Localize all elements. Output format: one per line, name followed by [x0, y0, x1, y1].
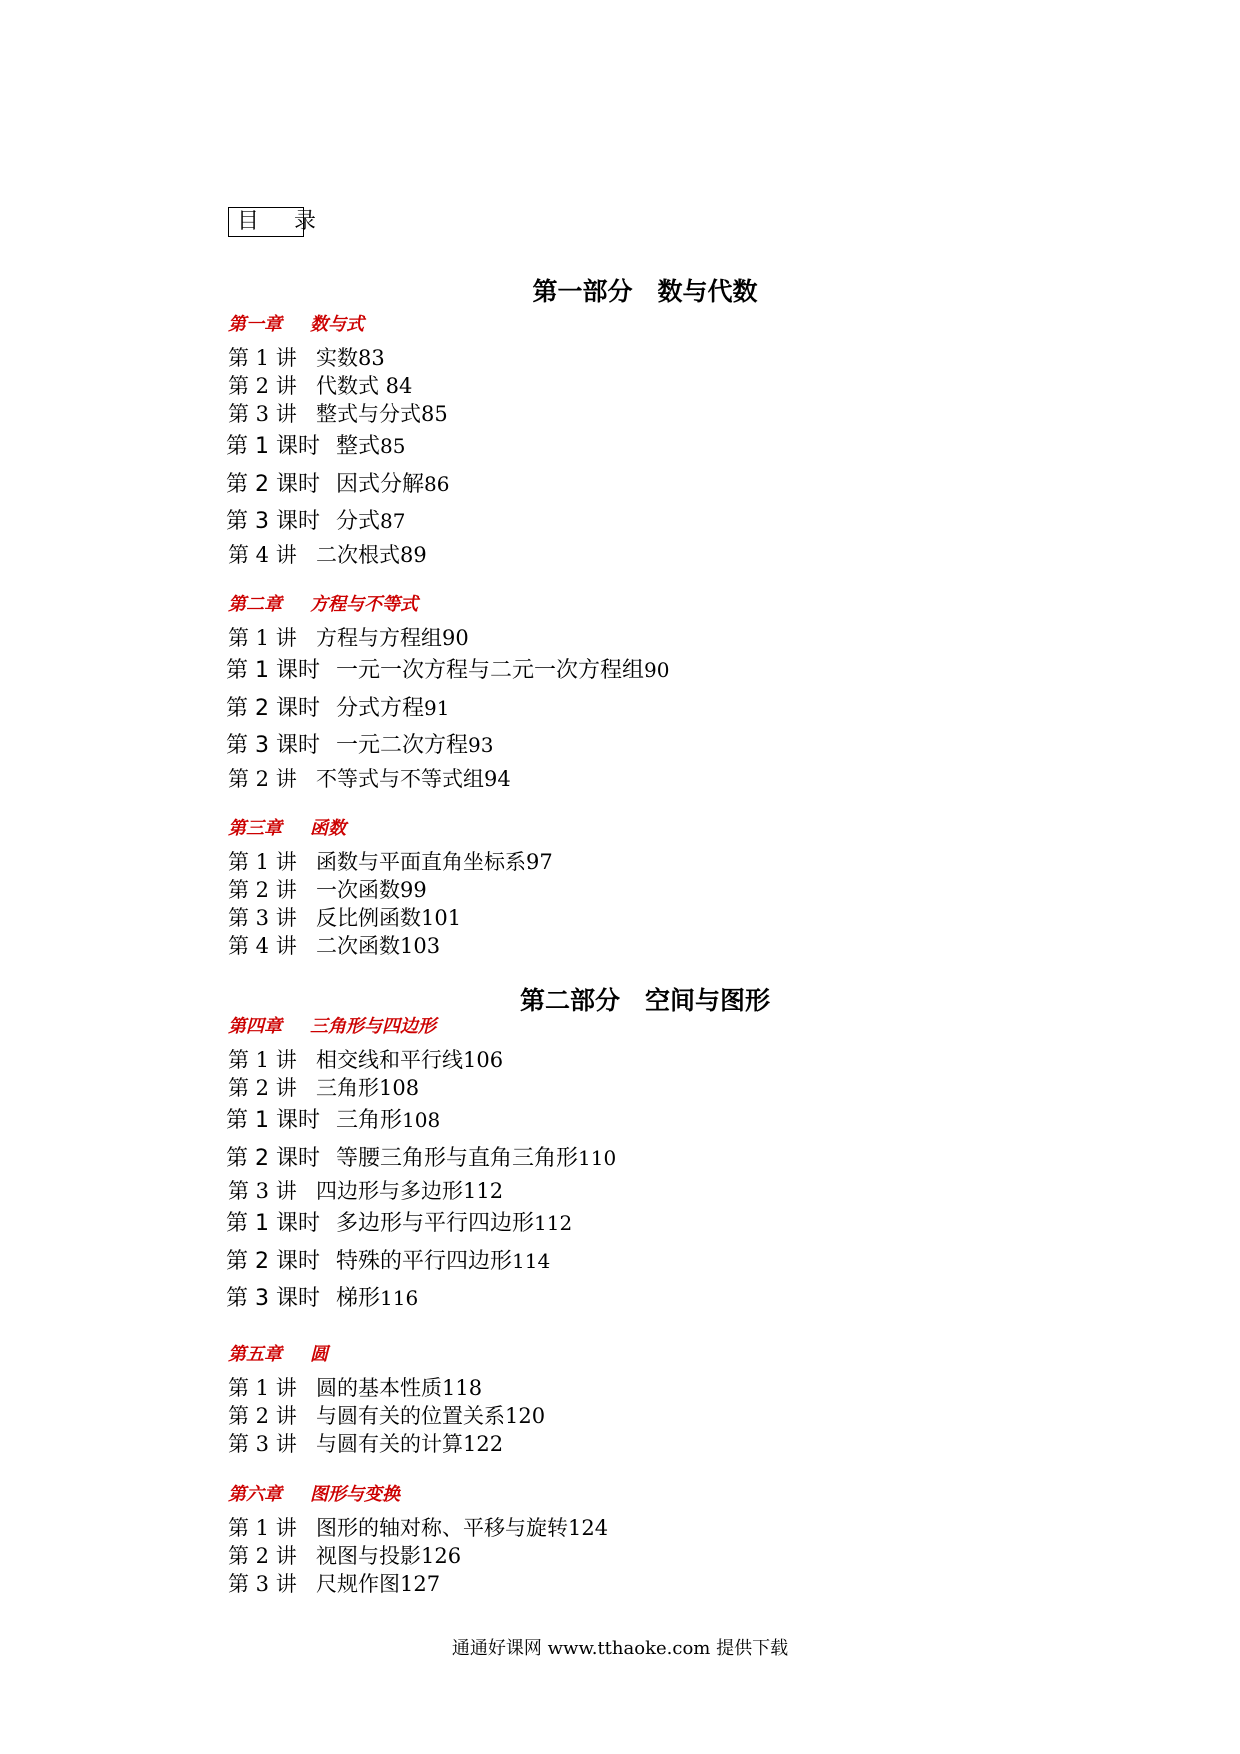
toc-lecture-entry: [228, 1400, 545, 1430]
chapter-name: 方程与不等式: [310, 594, 418, 615]
page-footer: 通通好课网 www.tthaoke.com 提供下载: [451, 1638, 789, 1659]
entry-number: 第 4 讲: [228, 542, 297, 567]
entry-title: 梯形: [336, 1286, 381, 1311]
entry-number: 第 1 讲: [228, 626, 297, 650]
entry-title: 整式: [336, 434, 381, 459]
entry-number: 第 2 讲: [228, 878, 297, 902]
toc-lecture-entry: [228, 763, 511, 793]
entry-title: 函数与平面直角坐标系: [316, 850, 526, 874]
entry-number: 第 2 课时: [226, 471, 320, 497]
entry-page: 122: [463, 1432, 504, 1456]
entry-title: 一元二次方程: [336, 733, 469, 758]
entry-number: 第 3 讲: [228, 402, 297, 426]
entry-page: 91: [424, 695, 450, 720]
entry-number: 第 3 课时: [226, 733, 320, 758]
entry-title: 三角形: [336, 1108, 403, 1133]
entry-number: 第 1 讲: [228, 346, 297, 370]
entry-number: 第 2 课时: [226, 695, 320, 721]
entry-number: 第 2 讲: [228, 374, 297, 398]
entry-title: 尺规作图: [316, 1572, 400, 1596]
toc-lecture-entry: [228, 1072, 419, 1102]
entry-title: 图形的轴对称、平移与旋转: [316, 1516, 568, 1540]
chapter-name: 数与式: [310, 314, 364, 335]
entry-number: 第 1 课时: [226, 434, 320, 459]
toc-lesson-entry: [226, 653, 669, 684]
toc-lecture-entry: [228, 930, 440, 960]
entry-title: 视图与投影: [316, 1544, 421, 1568]
toc-title: 目 录: [228, 207, 304, 237]
toc-lesson-entry: [226, 1103, 440, 1134]
entry-number: 第 2 课时: [226, 1145, 320, 1171]
entry-number: 第 1 讲: [228, 1048, 297, 1072]
part-title: 第一部分 数与代数: [532, 277, 758, 306]
chapter-heading: [228, 814, 346, 840]
chapter-number: 第四章: [228, 1016, 282, 1037]
toc-lesson-entry: [226, 691, 449, 722]
toc-lecture-entry: [228, 1428, 503, 1458]
toc-lesson-entry: [226, 1141, 616, 1172]
entry-page: 85: [421, 402, 448, 426]
entry-number: 第 3 讲: [228, 1572, 297, 1596]
entry-page: 86: [424, 471, 450, 496]
entry-number: 第 2 讲: [228, 1076, 297, 1100]
chapter-name: 函数: [310, 818, 346, 839]
chapter-name: 圆: [310, 1344, 328, 1365]
chapter-heading: [228, 1340, 328, 1366]
toc-lesson-entry: [226, 504, 405, 535]
toc-lesson-entry: [226, 1281, 418, 1312]
entry-page: 94: [484, 766, 511, 791]
chapter-number: 第六章: [228, 1484, 282, 1505]
entry-page: 93: [468, 733, 494, 757]
entry-page: 99: [400, 878, 427, 902]
entry-title: 方程与方程组: [316, 626, 442, 650]
entry-title: 等腰三角形与直角三角形: [336, 1145, 579, 1171]
entry-title: 与圆有关的位置关系: [316, 1404, 505, 1428]
entry-title: 分式: [336, 509, 381, 534]
entry-page: 116: [380, 1286, 419, 1310]
entry-page: 84: [379, 374, 413, 398]
chapter-heading: [228, 1012, 436, 1038]
entry-title: 一元一次方程与二元一次方程组: [336, 658, 645, 683]
chapter-number: 第二章: [228, 594, 282, 615]
entry-number: 第 4 讲: [228, 934, 297, 958]
entry-page: 103: [400, 934, 441, 958]
toc-lecture-entry: [228, 342, 385, 372]
entry-title: 一次函数: [316, 878, 400, 902]
entry-title: 整式与分式: [316, 402, 421, 426]
entry-page: 90: [644, 658, 670, 682]
entry-number: 第 3 讲: [228, 1179, 297, 1203]
toc-lecture-entry: [228, 1044, 503, 1074]
entry-page: 83: [358, 346, 385, 370]
toc-lesson-entry: [226, 1244, 550, 1275]
chapter-number: 第一章: [228, 314, 282, 335]
entry-number: 第 3 课时: [226, 509, 320, 534]
entry-page: 97: [526, 850, 553, 874]
entry-page: 85: [380, 434, 406, 458]
entry-page: 118: [442, 1376, 483, 1400]
entry-number: 第 1 讲: [228, 1376, 297, 1400]
toc-lecture-entry: [228, 370, 412, 400]
entry-page: 108: [379, 1076, 420, 1100]
entry-title: 二次函数: [316, 934, 400, 958]
entry-number: 第 2 讲: [228, 1544, 297, 1568]
entry-page: 120: [505, 1404, 546, 1428]
entry-title: 实数: [316, 346, 358, 370]
chapter-number: 第三章: [228, 818, 282, 839]
entry-title: 分式方程: [336, 695, 425, 721]
entry-page: 124: [568, 1516, 609, 1540]
toc-lecture-entry: [228, 874, 427, 904]
toc-lecture-entry: [228, 846, 553, 876]
entry-number: 第 3 课时: [226, 1286, 320, 1311]
entry-title: 不等式与不等式组: [316, 766, 484, 791]
chapter-name: 三角形与四边形: [310, 1016, 436, 1037]
entry-title: 因式分解: [336, 471, 425, 497]
toc-lecture-entry: [228, 1540, 461, 1570]
entry-page: 110: [578, 1145, 617, 1170]
toc-lecture-entry: [228, 902, 461, 932]
toc-lecture-entry: [228, 1568, 440, 1598]
toc-lecture-entry: [228, 1512, 608, 1542]
entry-number: 第 2 课时: [226, 1248, 320, 1274]
chapter-heading: [228, 310, 364, 336]
entry-number: 第 1 课时: [226, 1211, 320, 1236]
entry-number: 第 1 讲: [228, 850, 297, 874]
entry-page: 90: [442, 626, 469, 650]
toc-lecture-entry: [228, 398, 448, 428]
entry-number: 第 2 讲: [228, 1404, 297, 1428]
chapter-number: 第五章: [228, 1344, 282, 1365]
entry-page: 112: [463, 1179, 504, 1203]
entry-title: 圆的基本性质: [316, 1376, 442, 1400]
entry-page: 87: [380, 509, 406, 533]
entry-title: 三角形: [316, 1076, 379, 1100]
toc-lesson-entry: [226, 467, 449, 498]
entry-title: 四边形与多边形: [316, 1179, 463, 1203]
toc-lesson-entry: [226, 1206, 572, 1237]
entry-number: 第 1 课时: [226, 1108, 320, 1133]
part-title: 第二部分 空间与图形: [519, 986, 770, 1015]
entry-number: 第 1 课时: [226, 658, 320, 683]
toc-lecture-entry: [228, 1175, 503, 1205]
entry-page: 101: [421, 906, 462, 930]
entry-title: 反比例函数: [316, 906, 421, 930]
entry-page: 89: [400, 542, 427, 567]
entry-page: 106: [463, 1048, 504, 1072]
entry-number: 第 3 讲: [228, 906, 297, 930]
entry-number: 第 3 讲: [228, 1432, 297, 1456]
toc-lesson-entry: [226, 728, 493, 759]
entry-page: 114: [512, 1248, 551, 1273]
entry-page: 127: [400, 1572, 441, 1596]
entry-title: 相交线和平行线: [316, 1048, 463, 1072]
entry-number: 第 2 讲: [228, 766, 297, 791]
chapter-name: 图形与变换: [310, 1484, 400, 1505]
entry-page: 112: [534, 1211, 573, 1235]
toc-lecture-entry: [228, 539, 427, 569]
entry-title: 特殊的平行四边形: [336, 1248, 513, 1274]
entry-page: 108: [402, 1108, 441, 1132]
entry-page: 126: [421, 1544, 462, 1568]
entry-title: 二次根式: [316, 542, 400, 567]
chapter-heading: [228, 590, 418, 616]
toc-lesson-entry: [226, 429, 405, 460]
entry-title: 代数式: [316, 374, 379, 398]
entry-number: 第 1 讲: [228, 1516, 297, 1540]
toc-lecture-entry: [228, 622, 469, 652]
toc-lecture-entry: [228, 1372, 482, 1402]
entry-title: 与圆有关的计算: [316, 1432, 463, 1456]
chapter-heading: [228, 1480, 400, 1506]
entry-title: 多边形与平行四边形: [336, 1211, 535, 1236]
